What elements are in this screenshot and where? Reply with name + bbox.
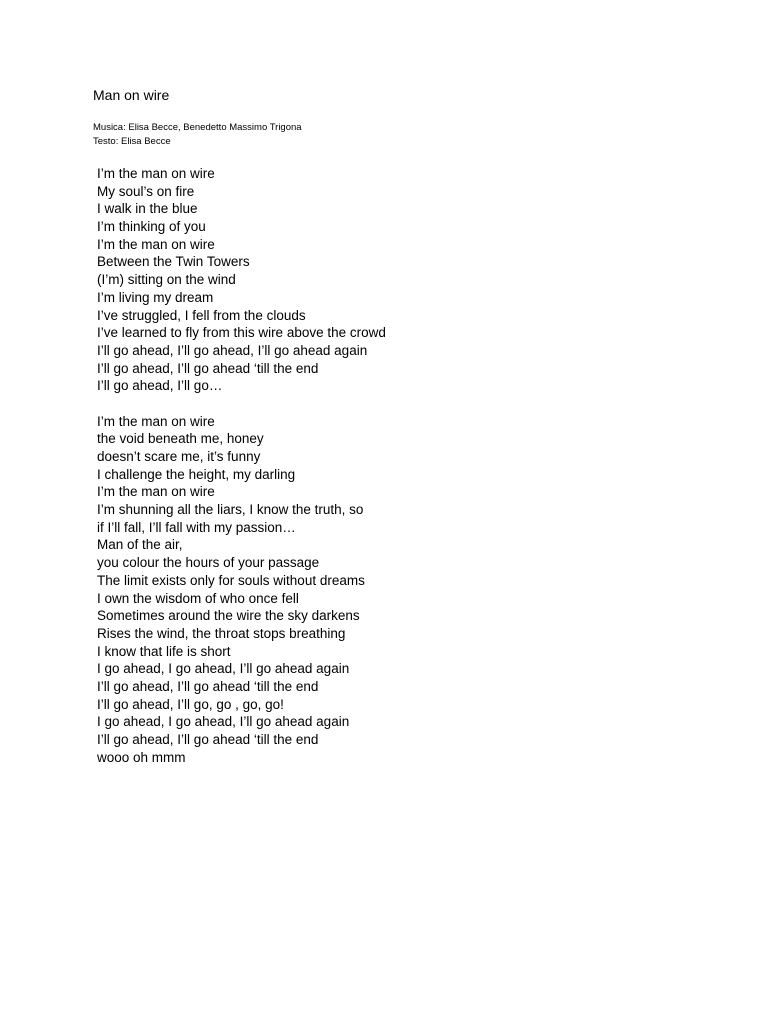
lyric-line: I’ll go ahead, I’ll go, go , go, go! xyxy=(97,696,284,712)
lyric-line: Man of the air, xyxy=(97,537,183,553)
lyric-line: I’m thinking of you xyxy=(97,219,206,235)
lyric-line: I’m living my dream xyxy=(97,289,214,305)
lyric-line: I own the wisdom of who once fell xyxy=(97,590,299,606)
lyrics-body xyxy=(97,165,386,766)
lyric-line: I walk in the blue xyxy=(97,201,198,217)
lyric-line: I’m the man on wire xyxy=(97,484,215,500)
song-credits xyxy=(93,121,302,148)
lyric-line: I’m shunning all the liars, I know the truth, so xyxy=(97,502,364,518)
lyric-line: Rises the wind, the throat stops breathing xyxy=(97,625,346,641)
lyric-line: the void beneath me, honey xyxy=(97,431,264,447)
lyric-line: I know that life is short xyxy=(97,643,231,659)
lyric-line: I’ll go ahead, I’ll go ahead, I’ll go ahead again xyxy=(97,342,368,358)
lyric-line: if I’ll fall, I’ll fall with my passion… xyxy=(97,519,296,535)
lyric-line: I go ahead, I go ahead, I’ll go ahead again xyxy=(97,661,350,677)
lyric-line: I’m the man on wire xyxy=(97,166,215,181)
lyric-line: My soul’s on fire xyxy=(97,183,195,199)
lyric-line: (I’m) sitting on the wind xyxy=(97,272,236,288)
music-credit: Musica: Elisa Becce, Benedetto Massimo Trigona xyxy=(93,122,302,133)
lyric-line: The limit exists only for souls without dreams xyxy=(97,572,365,588)
lyric-line: I challenge the height, my darling xyxy=(97,466,296,482)
lyric-line: Sometimes around the wire the sky darkens xyxy=(97,608,360,624)
lyric-line: I’ll go ahead, I’ll go ahead ‘till the end xyxy=(97,678,319,694)
lyric-line: I’ll go ahead, I’ll go… xyxy=(97,378,223,394)
lyrics-stanza xyxy=(97,165,386,395)
lyric-line: I’m the man on wire xyxy=(97,236,215,252)
lyric-line: you colour the hours of your passage xyxy=(97,555,320,571)
lyric-line: I’ve learned to fly from this wire above the crowd xyxy=(97,325,386,341)
lyric-line: I go ahead, I go ahead, I’ll go ahead again xyxy=(97,714,350,730)
lyric-line: I’ll go ahead, I’ll go ahead ‘till the end xyxy=(97,360,319,376)
lyric-line: I’m the man on wire xyxy=(97,413,215,429)
lyric-line: Between the Twin Towers xyxy=(97,254,250,270)
song-title: Man on wire xyxy=(93,87,170,103)
lyric-line: wooo oh mmm xyxy=(97,749,186,765)
lyric-line: I’ve struggled, I fell from the clouds xyxy=(97,307,306,323)
lyrics-stanza xyxy=(97,413,386,767)
lyric-line: I’ll go ahead, I’ll go ahead ‘till the end xyxy=(97,732,319,747)
lyrics-credit: Testo: Elisa Becce xyxy=(93,135,171,147)
lyric-line: doesn’t scare me, it’s funny xyxy=(97,449,261,464)
